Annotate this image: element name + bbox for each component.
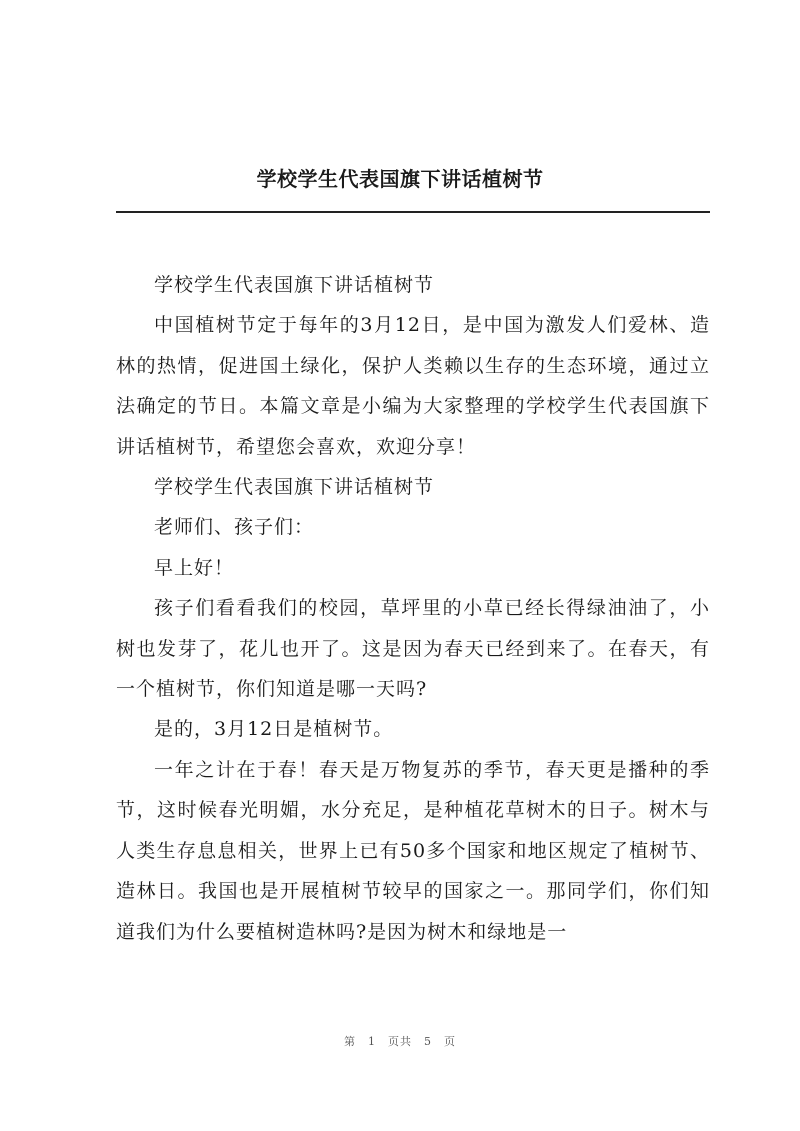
paragraph-good-morning: 早上好！	[154, 556, 235, 579]
title-divider	[116, 211, 710, 213]
paragraph-intro: 中国植树节定于每年的3月12日，是中国为激发人们爱林、造林的热情，促进国土绿化，保护人类赖以生存的生态环境，通过立法确定的节日。本篇文章是小编为大家整理的学校学生代表国旗下讲话植树节，希望您会喜欢，欢迎分享！	[116, 314, 710, 458]
footer-pages-label: 页	[444, 1035, 456, 1048]
footer-page-label: 第	[344, 1035, 356, 1048]
paragraph-subtitle: 学校学生代表国旗下讲话植树节	[154, 274, 435, 296]
page-title: 学校学生代表国旗下讲话植树节	[256, 167, 544, 191]
paragraph-greeting-audience: 老师们、孩子们：	[154, 516, 315, 539]
footer-total-pages: 5	[424, 1035, 432, 1048]
footer-of-label: 页共	[388, 1035, 412, 1048]
paragraph-spring: 一年之计在于春！春天是万物复苏的季节，春天更是播种的季节，这时候春光明媚，水分充足，是种植花草树木的日子。树木与人类生存息息相关，世界上已有50多个国家和地区规定了植树节、造林日。我国也是开展植树节较早的国家之一。那同学们，你们知道我们为什么要植树造林吗?是因为树木和绿地是一	[116, 758, 710, 943]
footer-current-page: 1	[368, 1035, 376, 1048]
document-body	[116, 265, 710, 952]
paragraph-speech-title: 学校学生代表国旗下讲话植树节	[154, 476, 435, 499]
page-footer	[0, 1033, 800, 1049]
paragraph-date: 是的，3月12日是植树节。	[154, 718, 394, 741]
paragraph-campus: 孩子们看看我们的校园，草坪里的小草已经长得绿油油了，小树也发芽了，花儿也开了。这是因为春天已经到来了。在春天，有一个植树节，你们知道是哪一天吗?	[116, 597, 710, 701]
